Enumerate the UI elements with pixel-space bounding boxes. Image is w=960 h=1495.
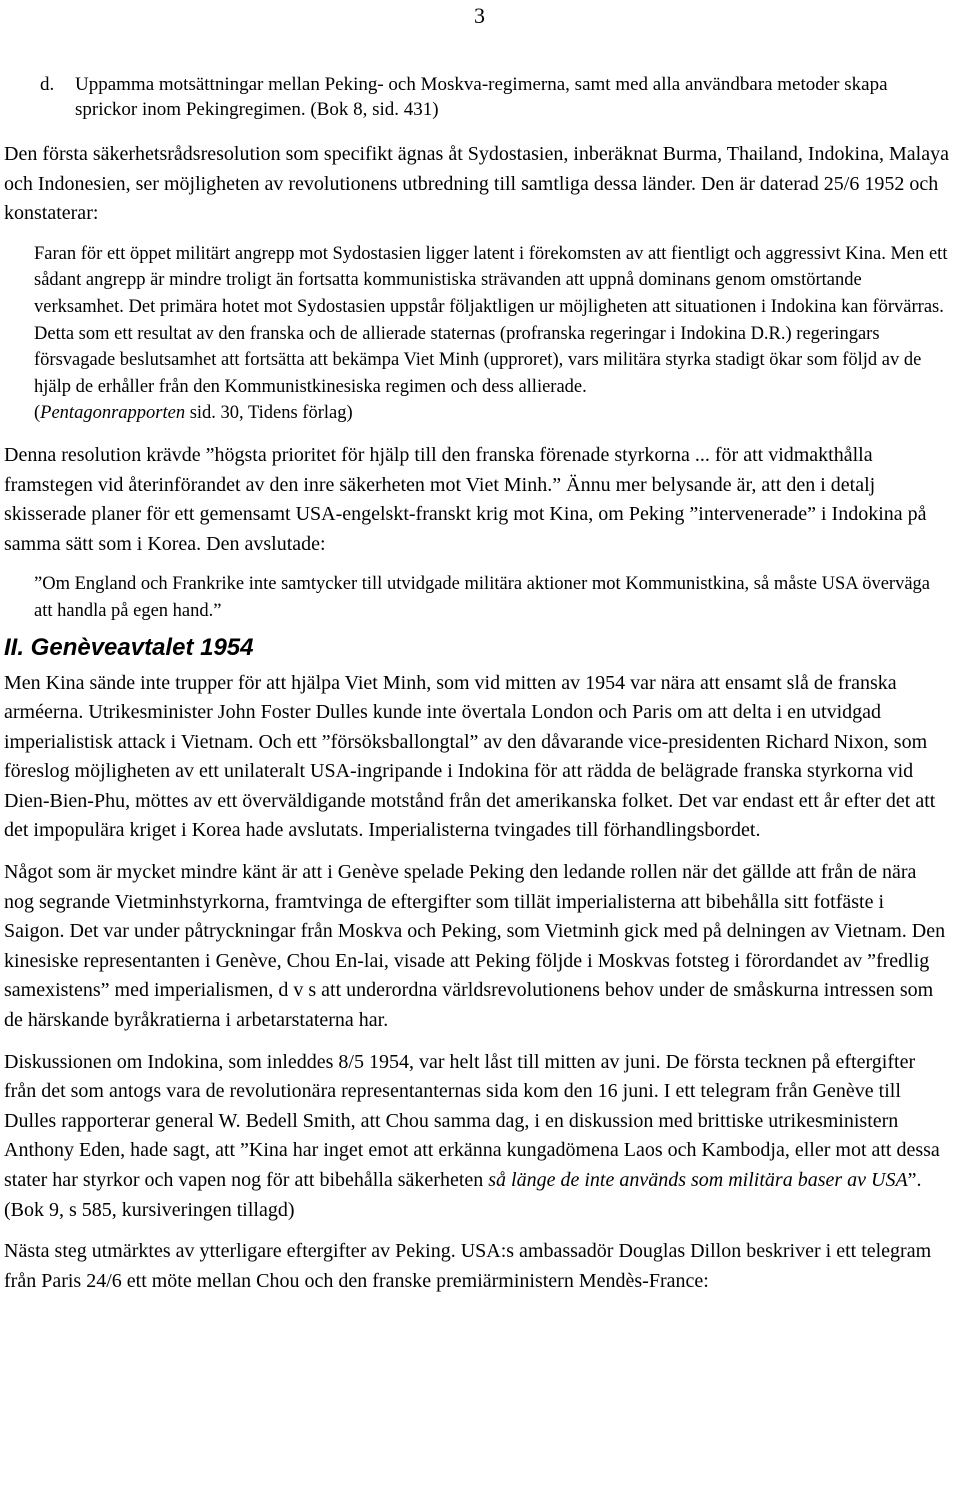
quote-usa-alone: ”Om England och Frankrike inte samtycker till utvidgade militära aktioner mot Kommunistkina, så måste USA överväga att handla på egen hand.” — [34, 574, 931, 621]
section-heading: II. Genèveavtalet 1954 — [4, 633, 254, 661]
list-item-text: Uppamma motsättningar mellan Peking- och Moskva-regimerna, samt med alla användbara metoder skapa sprickor inom Pekingregimen. (Bok 8, sid. 431) — [75, 74, 888, 120]
citation-rest: sid. 30, Tidens förlag) — [185, 403, 353, 424]
page-number: 3 — [474, 3, 485, 28]
paragraph-text: Diskussionen om Indokina, som inleddes 8/5 1954, var helt låst till mitten av juni. De första tecknen på eftergifter från det som antogs vara de revolutionära representanternas sida kom den 16 juni. I ett telegram från Genève till Dulles rapporterar general W. Bedell Smith, att Chou samma dag, i en diskussion med brittiske utrikesministern Anthony Eden, hade sagt, att ”Kina har inget emot att erkänna kungadömena Laos och Kambodja, eller mot att dessa stater har styrkor och vapen nog för att bibehålla säkerheten — [4, 1050, 940, 1191]
paragraph-indokina-discussion — [4, 1048, 949, 1226]
quote-text: Faran för ett öppet militärt angrepp mot Sydostasien ligger latent i förekomsten av att fientligt och aggressivt Kina. Men ett sådant angrepp är mindre troligt än fortsatta kommunistiska strävanden att uppnå dominans genom omstörtande verksamhet. Det primära hotet mot Sydostasien uppstår följaktligen ur möjligheten att situationen i Indokina kan förvärras. Detta som ett resultat av den franska och de allierade staternas (profranska regeringar i Indokina D.R.) regeringars försvagade beslutsamhet att fortsätta att bekämpa Viet Minh (upproret), vars militära styrka stadigt ökar som följd av de hjälp de erhåller från den Kommunistkinesiska regimen och dess allierade. — [34, 243, 948, 397]
citation-title: Pentagonrapporten — [40, 403, 186, 424]
list-item-d — [40, 72, 940, 122]
list-marker: d. — [40, 74, 55, 95]
paragraph-resolution-demands: Denna resolution krävde ”högsta prioritet för hjälp till den franska förenade styrkorna ... för att vidmakthålla framstegen vid återinförandet av den inre säkerheten mot Viet Minh.” Ännu mer belysande är, att den i detalj skisserade planer för ett gemensamt USA-engelskt-franskt krig mot Kina, om Peking ”intervenerade” i Indokina på samma sätt som i Korea. Den avslutade: — [4, 443, 927, 555]
paragraph-next-step: Nästa steg utmärktes av ytterligare eftergifter av Peking. USA:s ambassadör Douglas Dillon beskriver i ett telegram från Paris 24/6 ett möte mellan Chou och den franske premiärministern Mendès-France: — [4, 1240, 932, 1292]
paragraph-emphasis: så länge de inte används som militära baser av USA — [488, 1169, 908, 1191]
paragraph-geneva-role: Något som är mycket mindre känt är att i Genève spelade Peking den ledande rollen när det gällde att från de nära nog segrande Vietminhstyrkorna, framtvinga de eftergifter som tillät imperialisterna att bibehålla sitt fotfäste i Saigon. Det var under påtryckningar från Moskva och Peking, som Vietminh gick med på delningen av Vietnam. Den kinesiske representanten i Genève, Chou En-lai, visade att Peking följde i Moskvas fotsteg i förordandet av ”fredlig samexistens” med imperialismen, d v s att underordna världsrevolutionens behov under de småskurna intressen som de härskande byråkratierna i arbetarstaterna har. — [4, 861, 946, 1032]
quote-security-council — [34, 241, 949, 427]
paragraph-resolution-intro: Den första säkerhetsrådsresolution som specifikt ägnas åt Sydostasien, inberäknat Burma, Thailand, Indokina, Malaya och Indonesien, ser möjligheten av revolutionens utbredning till samtliga dessa länder. Den är daterad 25/6 1952 och konstaterar: — [4, 143, 949, 225]
citation-open: ( — [34, 403, 41, 424]
paragraph-tail: ”. (Bok 9, s 585, kursiveringen tillagd) — [4, 1169, 922, 1221]
paragraph-china-troops: Men Kina sände inte trupper för att hjälpa Viet Minh, som vid mitten av 1954 var nära att ensamt slå de franska arméerna. Utrikesminister John Foster Dulles kunde inte övertala London och Paris om att delta i en utvidgad imperialistisk attack i Vietnam. Och ett ”försöksballongtal” av den dåvarande vice-presidenten Richard Nixon, som föreslog möjligheten av ett unilateralt USA-ingripande i Indokina för att rädda de belägrade franska styrkorna vid Dien-Bien-Phu, möttes av ett överväldigande motstånd från det amerikanska folket. Det var endast ett år efter det att det impopulära kriget i Korea hade avslutats. Imperialisterna tvingades till förhandlingsbordet. — [4, 671, 936, 842]
document-body — [4, 140, 949, 1308]
